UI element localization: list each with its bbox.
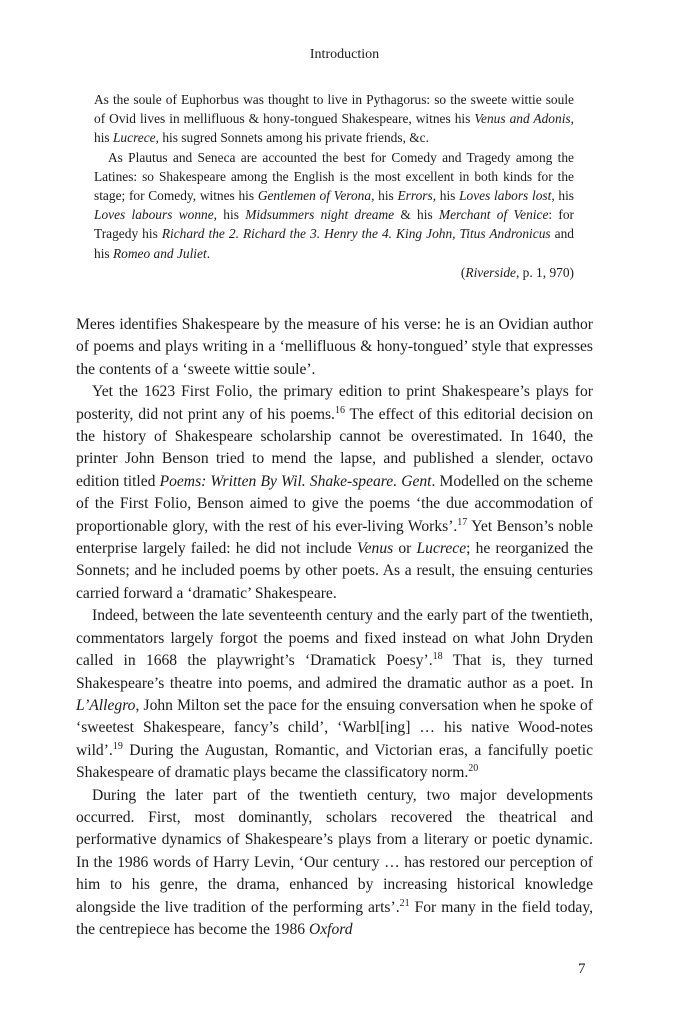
quote-paragraph-2: As Plautus and Seneca are accounted the best for Comedy and Tragedy among the Latines: so Shakespeare among the English is the most excellent in both kinds for the stage; for Comedy, witnes his Gentlemen of Verona, his Errors, his Loves labors lost, his Loves labours wonne, his Midsummers night dreame & his Merchant of Venice: for Tragedy his Richard the 2. Richard the 3. Henry the 4. King John, Titus Andronicus and his Romeo and Juliet. (94, 149, 575, 261)
italic-title: Midsummers night dreame (245, 207, 395, 223)
italic-title: Loves labors lost (459, 188, 552, 204)
italic-title: Lucrece (112, 130, 156, 146)
italic-title: Riverside (465, 264, 516, 280)
body-paragraph-2: Yet the 1623 First Folio, the primary edition to print Shakespeare’s plays for posterity, did not print any of his poems.$^{16}$ The effect of this editorial decision on the history of Shakespeare scholarship cannot be overestimated. In 1640, the printer John Benson tried to mend the lapse, and published a slender, octavo edition titled Poems: Written By Wil. Shake-speare. Gent. Modelled on the scheme of the First Folio, Benson aimed to give the poems ‘the due accommodation of proportionable glory, with the rest of his ever-living Works’.$^{17}$ Yet Benson’s noble enterprise largely failed: he did not include Venus or Lucrece; he reorganized the Sonnets; and he included poems by other poets. As a result, the ensuing centuries carried forward a ‘dramatic’ Shakespeare. (76, 383, 594, 602)
block-quotation (94, 90, 574, 282)
italic-title: Venus (356, 540, 394, 558)
footnote-marker: 19 (112, 740, 123, 752)
footnote-marker: 16 (334, 404, 345, 416)
italic-title: Errors (397, 188, 433, 204)
footnote-marker: 20 (468, 763, 479, 775)
running-header: Introduction (309, 47, 380, 62)
body-text (76, 314, 593, 941)
footnote-marker: 17 (457, 516, 468, 528)
italic-title: Merchant of Venice (438, 207, 549, 223)
italic-title: Lucrece (416, 540, 467, 558)
italic-title: L’Allegro (76, 696, 136, 714)
italic-title: Venus and Adonis (474, 111, 571, 127)
italic-title: Richard the 2. Richard the 3. Henry the 4. King John, Titus Andronicus (161, 226, 551, 242)
footnote-marker: 18 (432, 651, 443, 663)
footnote-marker: 21 (399, 897, 410, 909)
italic-title: Oxford (308, 920, 353, 938)
italic-title: Romeo and Juliet (112, 245, 207, 261)
italic-title: Gentlemen of Verona (257, 188, 372, 204)
italic-title: Poems: Written By Wil. Shake-speare. Gent (159, 472, 432, 490)
quote-source: (Riverside, p. 1, 970) (460, 264, 574, 280)
body-paragraph-4: During the later part of the twentieth century, two major developments occurred. First, most dominantly, scholars recovered the theatrical and performative dynamics of Shakespeare’s plays from a literary or poetic dynamic. In the 1986 words of Harry Levin, ‘Our century … has restored our perception of him to his genre, the drama, enhanced by increasing historical knowledge alongside the live tradition of the performing arts’.$^{21}$ For many in the field today, the centrepiece has become the 1986 Oxford (76, 786, 594, 938)
quote-paragraph-1: As the soule of Euphorbus was thought to live in Pythagorus: so the sweete wittie soule of Ovid lives in mellifluous & hony-tongued Shakespeare, witnes his Venus and Adonis, his Lucrece, his sugred Sonnets among his private friends, &c. (94, 92, 574, 146)
italic-title: Loves labours wonne (94, 207, 214, 223)
body-paragraph-1: Meres identifies Shakespeare by the measure of his verse: he is an Ovidian author of poems and plays writing in a ‘mellifluous & hony-tongued’ style that expresses the contents of a ‘sweete wittie soule’. (76, 316, 593, 378)
page-number: 7 (578, 961, 586, 977)
body-paragraph-3: Indeed, between the late seventeenth century and the early part of the twentieth, commentators largely forgot the poems and fixed instead on what John Dryden called in 1668 the playwright’s ‘Dramatick Poesy’.$^{18}$ That is, they turned Shakespeare’s theatre into poems, and admired the dramatic author as a poet. In L’Allegro, John Milton set the pace for the ensuing conversation when he spoke of ‘sweetest Shakespeare, fancy’s child’, ‘Warbl[ing] … his native Wood-notes wild’.$^{19}$ During the Augustan, Romantic, and Victorian eras, a fancifully poetic Shakespeare of dramatic plays became the classificatory norm.$^{20}$ (76, 607, 593, 782)
